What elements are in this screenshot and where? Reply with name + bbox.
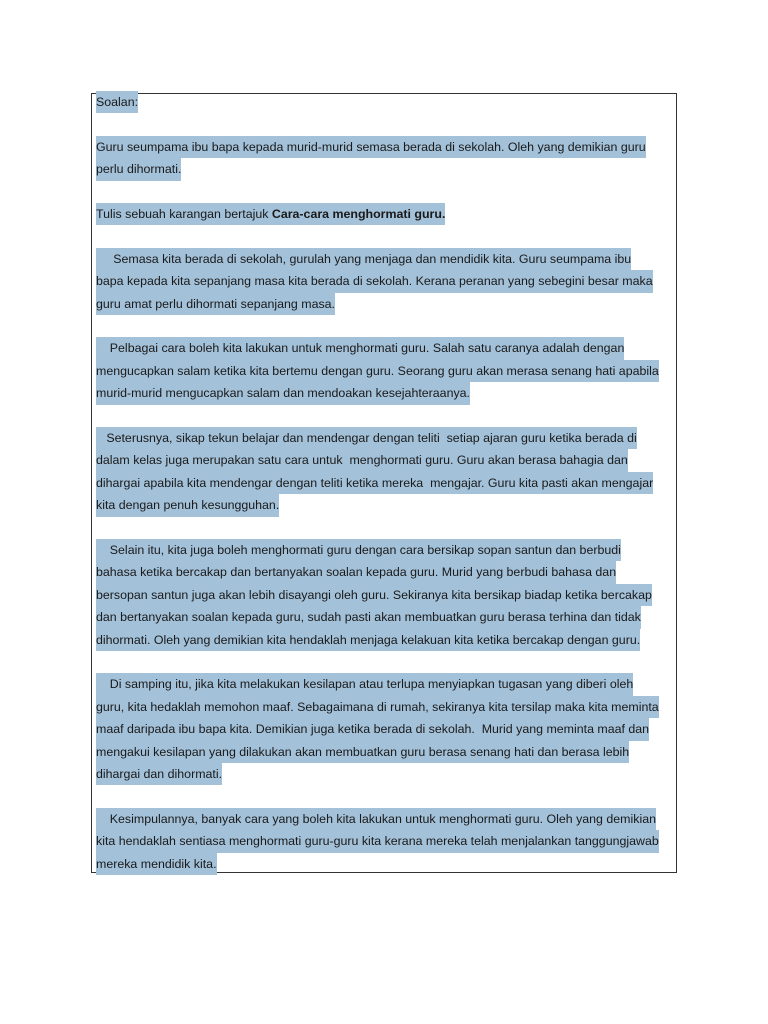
paragraph-line: dihargai dan dihormati. xyxy=(96,763,222,785)
paragraph-line: Di samping itu, jika kita melakukan kesilapan atau terlupa menyiapkan tugasan yang diberi oleh xyxy=(96,673,633,695)
paragraph-point-1 xyxy=(96,337,671,404)
question-line: Guru seumpama ibu bapa kepada murid-murid semasa berada di sekolah. Oleh yang demikian guru xyxy=(96,136,646,158)
instruction-text: Tulis sebuah karangan bertajuk xyxy=(96,207,272,221)
paragraph-line: mereka mendidik kita. xyxy=(96,853,217,875)
paragraph-line: dihargai apabila kita mendengar dengan teliti ketika mereka mengajar. Guru kita pasti akan mengajar xyxy=(96,472,653,494)
paragraph-line: maaf daripada ibu bapa kita. Demikian juga ketika berada di sekolah. Murid yang meminta maaf dan xyxy=(96,718,649,740)
question-label-block xyxy=(96,91,671,113)
question-label: Soalan: xyxy=(96,91,138,113)
paragraph-line: mengakui kesilapan yang dilakukan akan membuatkan guru berasa senang hati dan berasa lebih xyxy=(96,741,629,763)
paragraph-line: Pelbagai cara boleh kita lakukan untuk menghormati guru. Salah satu caranya adalah dengan xyxy=(96,337,624,359)
paragraph-conclusion xyxy=(96,808,671,875)
paragraph-line: kita hendaklah sentiasa menghormati guru-guru kita kerana mereka telah menjalankan tanggungjawab xyxy=(96,830,659,852)
paragraph-line: dalam kelas juga merupakan satu cara untuk menghormati guru. Guru akan berasa bahagia dan xyxy=(96,449,628,471)
paragraph-line: bapa kepada kita sepanjang masa kita berada di sekolah. Kerana peranan yang sebegini besar maka xyxy=(96,270,653,292)
paragraph-line: guru, kita hedaklah memohon maaf. Sebagaimana di rumah, sekiranya kita tersilap maka kita meminta xyxy=(96,696,659,718)
paragraph-point-3 xyxy=(96,539,671,651)
paragraph-line: Kesimpulannya, banyak cara yang boleh kita lakukan untuk menghormati guru. Oleh yang demikian xyxy=(96,808,656,830)
instruction-block xyxy=(96,203,671,225)
question-line: perlu dihormati. xyxy=(96,158,181,180)
instruction-line xyxy=(96,203,445,225)
paragraph-line: murid-murid mengucapkan salam dan mendoakan kesejahteraanya. xyxy=(96,382,470,404)
paragraph-point-2 xyxy=(96,427,671,517)
paragraph-point-4 xyxy=(96,673,671,785)
paragraph-intro xyxy=(96,248,671,315)
paragraph-line: kita dengan penuh kesungguhan. xyxy=(96,494,279,516)
paragraph-line: bersopan santun juga akan lebih disayangi oleh guru. Sekiranya kita bersikap biadap ketika bercakap xyxy=(96,584,652,606)
paragraph-line: mengucapkan salam ketika kita bertemu dengan guru. Seorang guru akan merasa senang hati apabila xyxy=(96,360,659,382)
paragraph-line: bahasa ketika bercakap dan bertanyakan soalan kepada guru. Murid yang berbudi bahasa dan xyxy=(96,561,616,583)
essay-title: Cara-cara menghormati guru. xyxy=(271,207,446,221)
paragraph-line: guru amat perlu dihormati sepanjang masa. xyxy=(96,293,335,315)
paragraph-line: dan bertanyakan soalan kepada guru, sudah pasti akan membuatkan guru berasa terhina dan tidak xyxy=(96,606,641,628)
paragraph-line: Seterusnya, sikap tekun belajar dan mendengar dengan teliti setiap ajaran guru ketika berada di xyxy=(96,427,637,449)
paragraph-line: dihormati. Oleh yang demikian kita hendaklah menjaga kelakuan kita ketika bercakap dengan guru. xyxy=(96,629,640,651)
question-block xyxy=(96,136,671,181)
paragraph-line: Semasa kita berada di sekolah, gurulah yang menjaga dan mendidik kita. Guru seumpama ibu xyxy=(96,248,631,270)
paragraph-line: Selain itu, kita juga boleh menghormati guru dengan cara bersikap sopan santun dan berbudi xyxy=(96,539,621,561)
essay-document xyxy=(96,91,671,897)
